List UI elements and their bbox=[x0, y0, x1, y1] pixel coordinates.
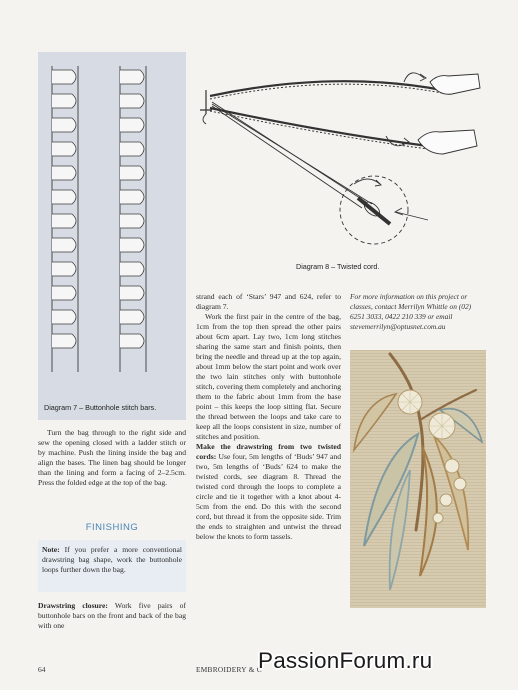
left-column-closure bbox=[38, 601, 186, 631]
buttonhole-loop bbox=[120, 166, 144, 180]
buttonhole-loop bbox=[120, 286, 144, 300]
buttonhole-loop bbox=[120, 310, 144, 324]
buttonhole-loop bbox=[52, 262, 76, 276]
buttonhole-loop bbox=[52, 238, 76, 252]
buttonhole-bars-illustration bbox=[38, 52, 186, 420]
buttonhole-loop bbox=[52, 142, 76, 156]
magazine-title: EMBROIDERY & C bbox=[196, 665, 262, 674]
paragraph-first-pair: Work the first pair in the centre of the bag, 1cm from the top then spread the other pairs about 6cm apart. Lay two, 1cm long stitches sharing the same start and finish points, then bring the needle and thread up at the top again, about 1mm below the start point and work over the two lain stitches only with buttonhole stitch, covering them completely and anchoring them to the fabric about 1mm from the base point – this keeps the loop sitting flat. Secure the thread between the loops and take care to keep all the loops consistent in size, number of stitches and position. bbox=[196, 312, 341, 441]
buttonhole-loop bbox=[120, 214, 144, 228]
buttonhole-loop bbox=[52, 214, 76, 228]
gum-leaves-embroidery-image bbox=[350, 350, 486, 608]
buttonhole-loop bbox=[52, 94, 76, 108]
diagram-8-caption: Diagram 8 – Twisted cord. bbox=[296, 262, 380, 271]
contact-info: For more information on this project or classes, contact Merrilyn Whittle on (02) 6251 3033, 0422 210 339 or email stevemerrilyn@optusnet.com.au bbox=[350, 292, 472, 331]
cords-label: Make the drawstring from two twisted cords: bbox=[196, 442, 341, 461]
section-heading-finishing: FINISHING bbox=[85, 522, 139, 533]
diagram-7-caption: Diagram 7 – Buttonhole stitch bars. bbox=[44, 403, 157, 412]
watermark: PassionForum.ru bbox=[258, 648, 433, 673]
buttonhole-loop bbox=[120, 262, 144, 276]
buttonhole-loop bbox=[52, 70, 76, 84]
page-number: 64 bbox=[38, 665, 46, 674]
buttonhole-loop bbox=[120, 94, 144, 108]
twisted-cord-illustration bbox=[196, 52, 484, 276]
buttonhole-loop bbox=[52, 286, 76, 300]
middle-column bbox=[196, 292, 341, 542]
buttonhole-loop bbox=[120, 238, 144, 252]
buttonhole-loop bbox=[52, 166, 76, 180]
embroidery-photo bbox=[350, 350, 486, 608]
left-column-intro bbox=[38, 428, 186, 488]
closure-label: Drawstring closure: bbox=[38, 601, 108, 610]
buttonhole-loop bbox=[120, 334, 144, 348]
buttonhole-loop bbox=[120, 70, 144, 84]
buttonhole-loop bbox=[52, 190, 76, 204]
buttonhole-loop bbox=[52, 118, 76, 132]
note-text: If you prefer a more conventional drawstring bag shape, work the buttonhole loops further down the bag. bbox=[42, 545, 182, 574]
diagram-8 bbox=[196, 52, 484, 276]
diagram-7 bbox=[38, 52, 186, 420]
paragraph-drawstring-closure bbox=[38, 601, 186, 631]
buttonhole-loop bbox=[120, 118, 144, 132]
buttonhole-loop bbox=[120, 190, 144, 204]
closure-text: Work five pairs of buttonhole bars on the front and back of the bag with one bbox=[38, 601, 187, 630]
paragraph-strand: strand each of ‘Stars’ 947 and 624, refer to diagram 7. bbox=[196, 292, 341, 311]
buttonhole-loop bbox=[52, 334, 76, 348]
note-box bbox=[38, 540, 186, 592]
buttonhole-loop bbox=[52, 310, 76, 324]
paragraph-finishing-steps: Turn the bag through to the right side and sew the opening closed with a ladder stitch or by machine. Push the lining inside the bag and align the bases. The linen bag should be longer than the lining and form a facing of 2–2.5cm. Press the folded edge at the top of the bag. bbox=[38, 428, 186, 487]
cords-text: Use four, 5m lengths of ‘Buds’ 947 and two, 5m lengths of ‘Buds’ 624 to make the twisted cords, see diagram 8. Thread the twisted cord through the loops to complete a circle and tie it together with a knot about 4-5cm from the end. Do this with the second cord, but thread it from the opposite side. Trim the ends to straighten and untwist the thread below the knots to form tassels. bbox=[196, 452, 341, 541]
paragraph-twisted-cords bbox=[196, 442, 341, 542]
buttonhole-loop bbox=[120, 142, 144, 156]
note-label: Note: bbox=[42, 545, 60, 554]
